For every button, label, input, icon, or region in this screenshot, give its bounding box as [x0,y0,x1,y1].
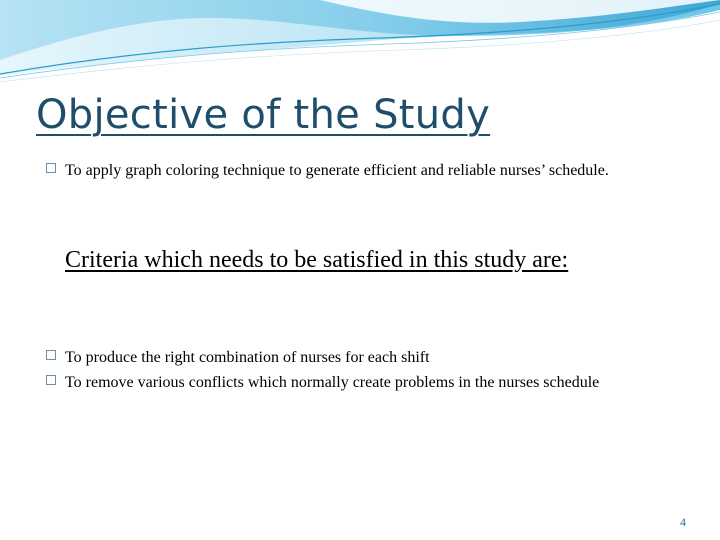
objective-item [46,160,636,181]
slide-title: Objective of the Study [36,92,491,138]
criteria-item [46,347,636,368]
criteria-item-text: To produce the right combination of nurses for each shift [65,349,430,366]
criteria-item [46,372,636,393]
hollow-square-bullet-icon [46,163,56,173]
page-number: 4 [680,515,686,529]
criteria-item-text: To remove various conflicts which normally create problems in the nurses schedule [65,374,600,391]
hollow-square-bullet-icon [46,350,56,360]
hollow-square-bullet-icon [46,375,56,385]
objective-text: To apply graph coloring technique to generate efficient and reliable nurses’ schedule. [65,162,609,179]
criteria-heading: Criteria which needs to be satisfied in this study are: [65,247,569,273]
top-wave-decoration [0,0,720,90]
